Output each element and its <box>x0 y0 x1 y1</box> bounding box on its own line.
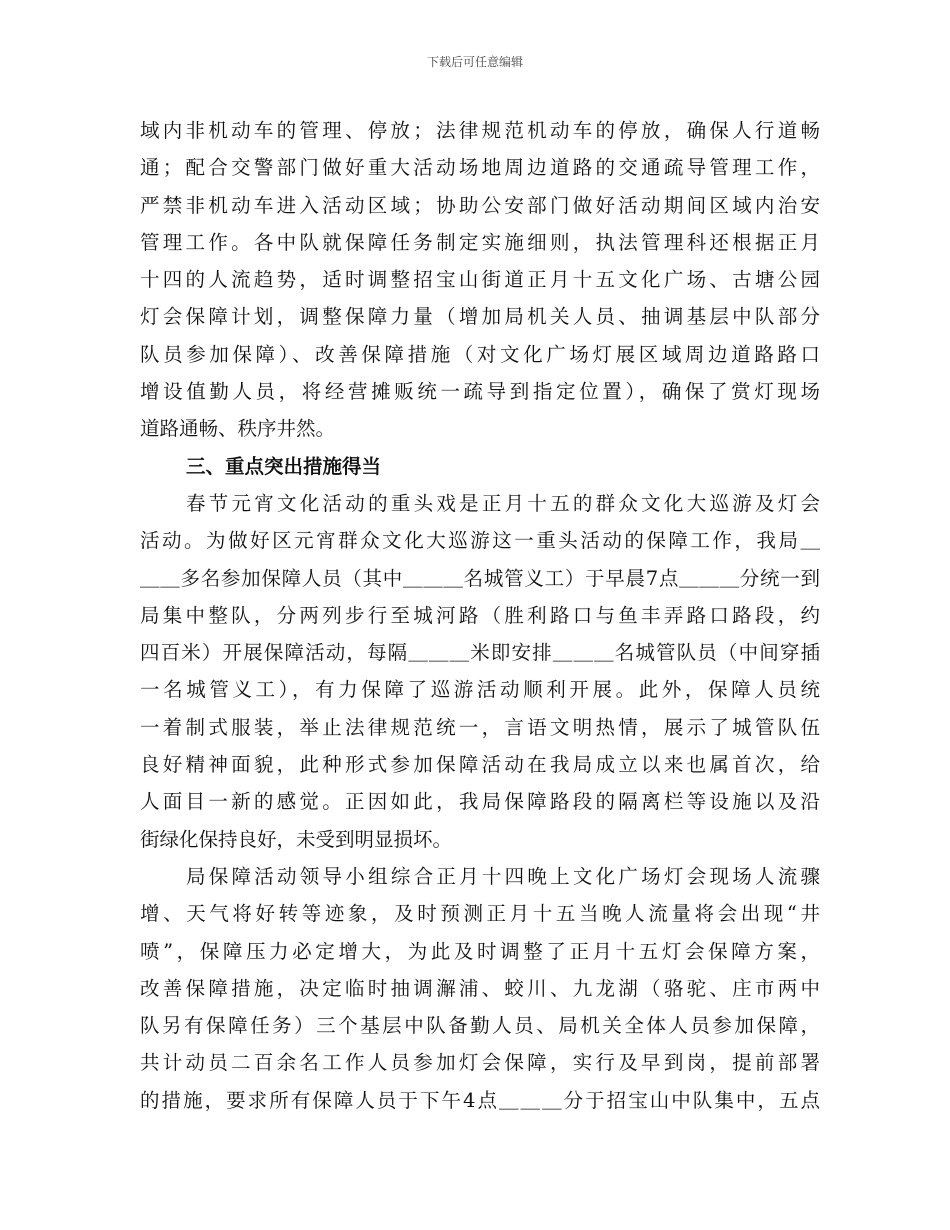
text-line: 一着制式服装，举止法律规范统一，言语文明热情，展示了城管队伍 <box>140 715 820 739</box>
text-line: 局集中整队，分两列步行至城河路（胜利路口与鱼丰弄路口路段，约 <box>140 603 820 627</box>
text-line: 十四的人流趋势，适时调整招宝山街道正月十五文化广场、古塘公园 <box>140 268 820 292</box>
page-header: 下载后可任意编辑 <box>426 55 523 69</box>
text-line: 通；配合交警部门做好重大活动场地周边道路的交通疏导管理工作， <box>140 156 820 180</box>
text-line: 一名城管义工），有力保障了巡游活动顺利开展。此外，保障人员统 <box>140 678 820 702</box>
paragraph-3 <box>140 858 820 1119</box>
text-line: 喷”，保障压力必定增大，为此及时调整了正月十五灯会保障方案， <box>140 939 820 963</box>
paragraph-2 <box>140 485 820 858</box>
text-line: 活动。为做好区元宵群众文化大巡游这一重头活动的保障工作，我局＿ <box>140 529 820 553</box>
text-line: 四百米）开展保障活动，每隔＿＿＿米即安排＿＿＿名城管队员（中间穿插 <box>140 641 820 665</box>
text-line: 街绿化保持良好，未受到明显损坏。 <box>140 827 453 851</box>
text-line: 域内非机动车的管理、停放；法律规范机动车的停放，确保人行道畅 <box>140 119 820 142</box>
text-line: 增设值勤人员，将经营摊贩统一疏导到指定位置），确保了赏灯现场 <box>140 380 820 404</box>
text-line: 的措施，要求所有保障人员于下午4点＿＿＿分于招宝山中队集中，五点 <box>140 1088 820 1112</box>
text-line: 人面目一新的感觉。正因如此，我局保障路段的隔离栏等设施以及沿 <box>140 790 820 814</box>
text-line: 严禁非机动车进入活动区域；协助公安部门做好活动期间区域内治安 <box>140 193 820 217</box>
paragraph-1 <box>140 112 820 448</box>
text-line: 道路通畅、秩序井然。 <box>140 417 336 441</box>
text-line: ＿＿多名参加保障人员（其中＿＿＿名城管义工）于早晨7点＿＿＿分统一到 <box>140 566 820 590</box>
section-heading: 三、重点突出措施得当 <box>186 454 382 478</box>
text-line: 队另有保障任务）三个基层中队备勤人员、局机关全体人员参加保障， <box>140 1014 820 1038</box>
text-line: 队员参加保障）、改善保障措施（对文化广场灯展区域周边道路路口 <box>140 342 820 366</box>
text-line: 灯会保障计划，调整保障力量（增加局机关人员、抽调基层中队部分 <box>140 305 820 329</box>
text-line: 管理工作。各中队就保障任务制定实施细则，执法管理科还根据正月 <box>140 230 820 254</box>
document-body <box>140 112 820 1119</box>
text-line: 春节元宵文化活动的重头戏是正月十五的群众文化大巡游及灯会 <box>186 491 820 515</box>
text-line: 增、天气将好转等迹象，及时预测正月十五当晚人流量将会出现“井 <box>140 902 820 926</box>
text-line: 良好精神面貌，此种形式参加保障活动在我局成立以来也属首次，给 <box>140 753 820 777</box>
text-line: 改善保障措施，决定临时抽调澥浦、蛟川、九龙湖（骆驼、庄市两中 <box>140 976 820 1000</box>
text-line: 共计动员二百余名工作人员参加灯会保障，实行及早到岗，提前部署 <box>140 1051 820 1075</box>
text-line: 局保障活动领导小组综合正月十四晚上文化广场灯会现场人流骤 <box>186 864 820 888</box>
